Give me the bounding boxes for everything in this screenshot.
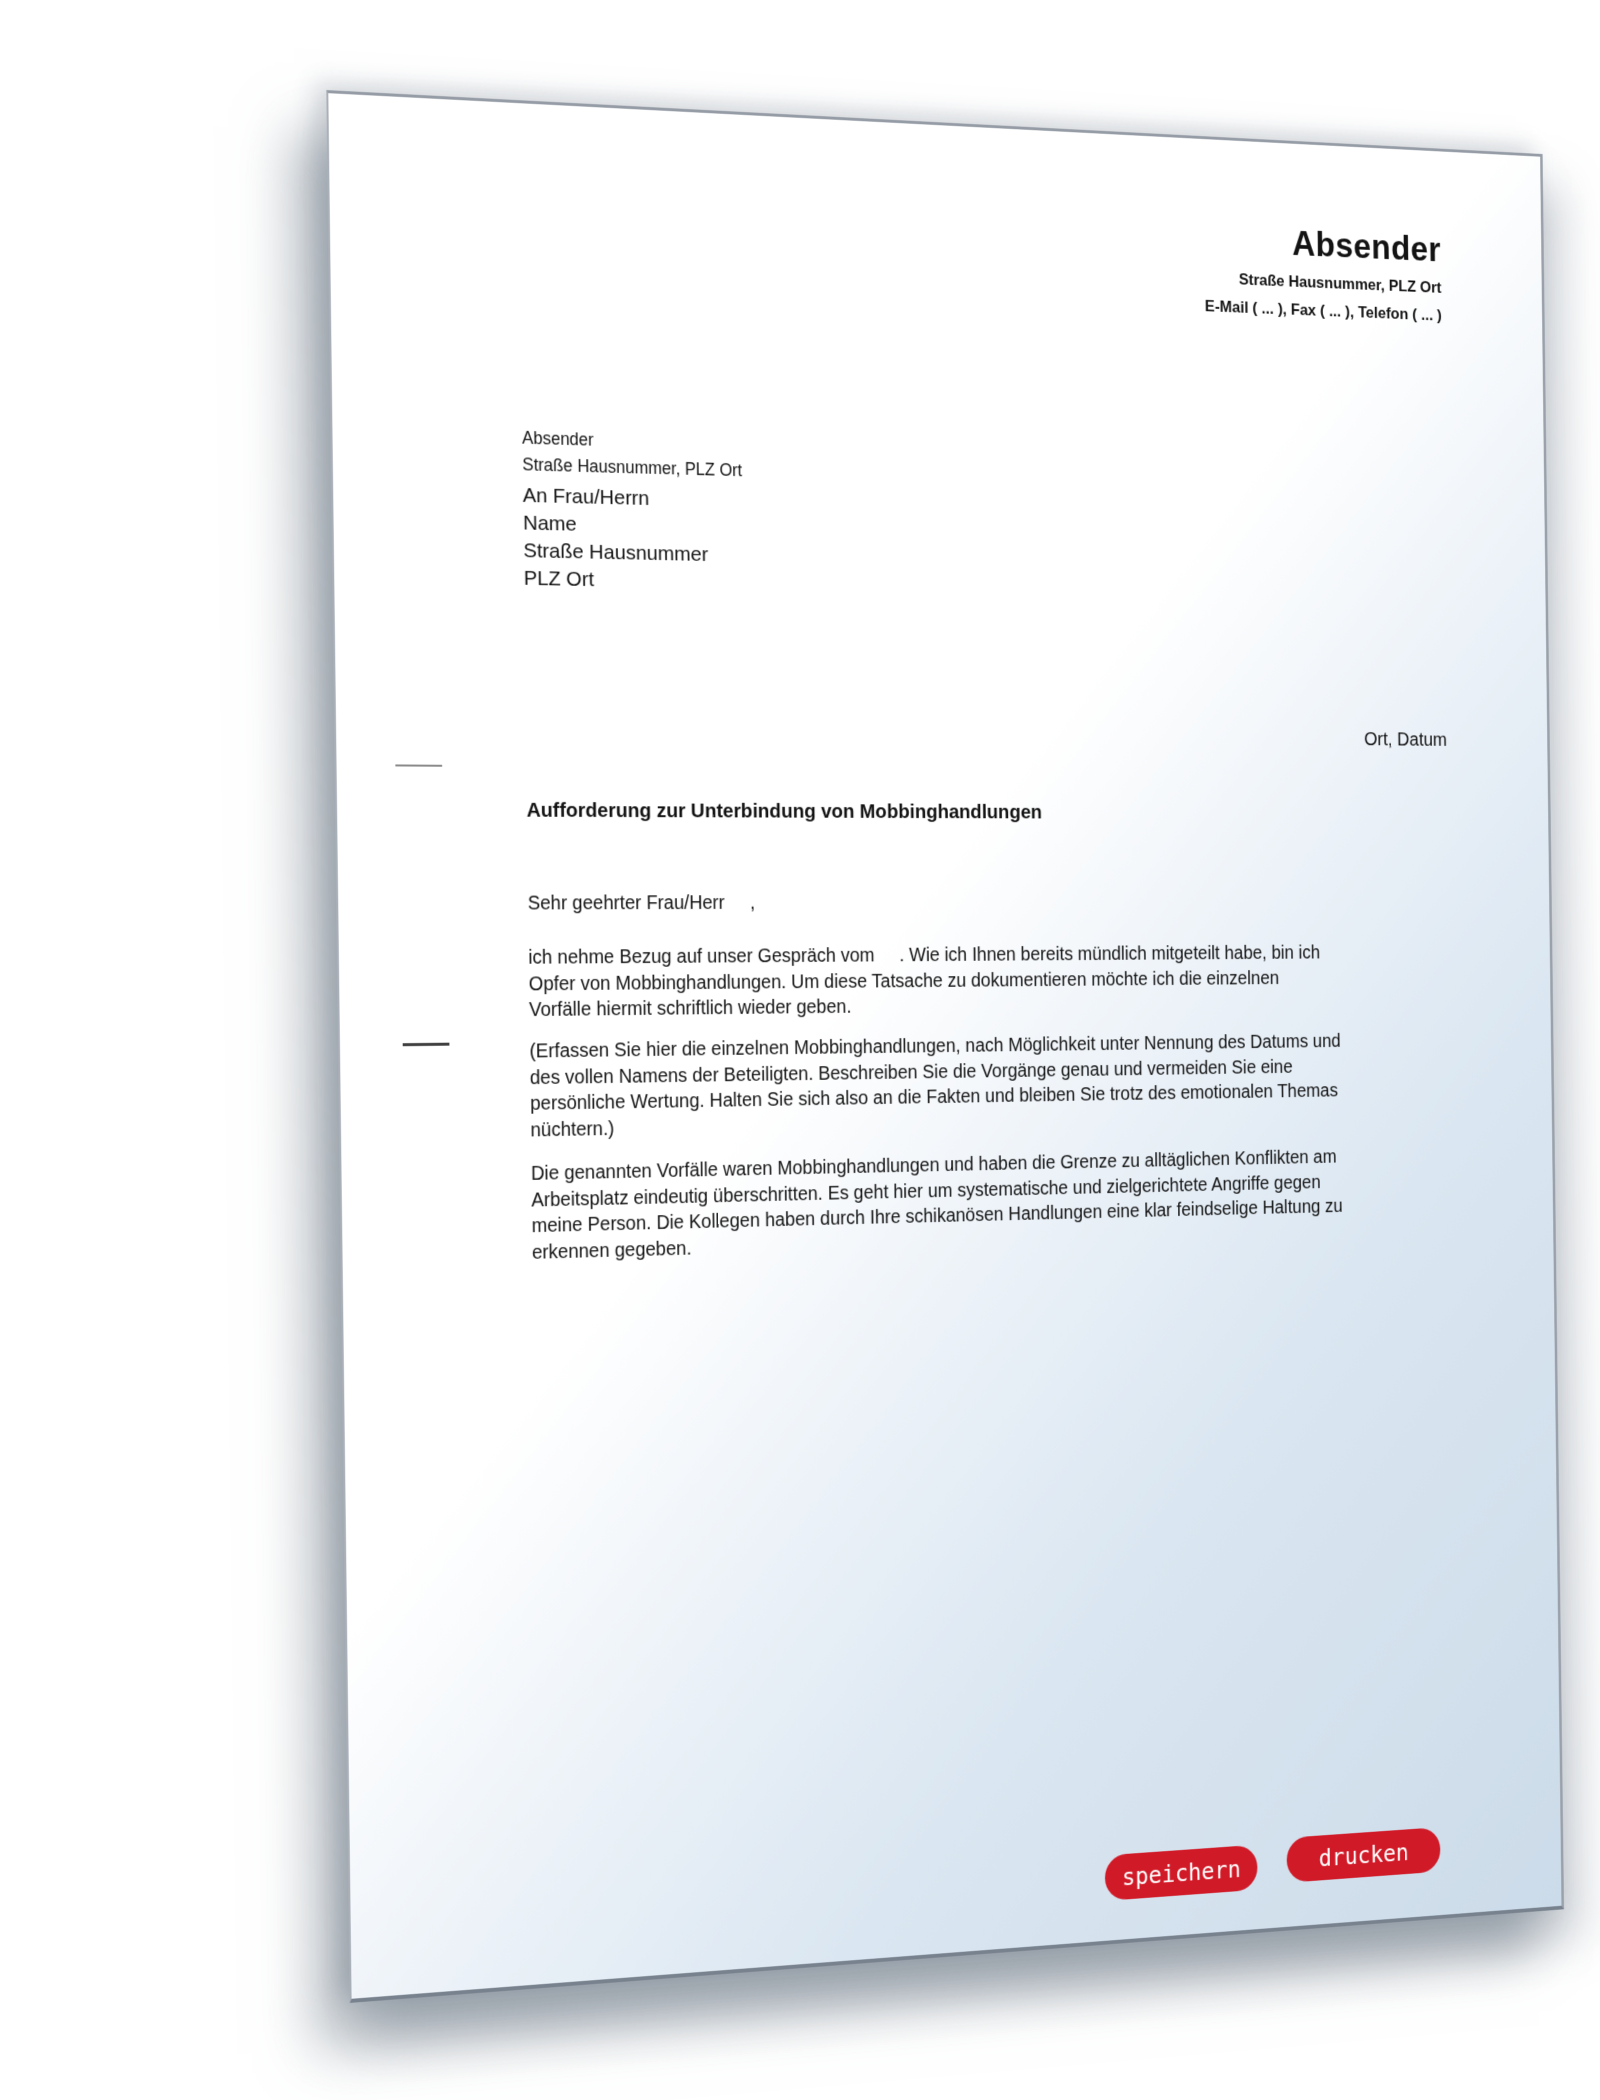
sender-contact-line: E-Mail ( ... ), Fax ( ... ), Telefon ( ... ) <box>1204 297 1442 325</box>
print-button[interactable]: drucken <box>1286 1827 1440 1883</box>
recipient-address: An Frau/Herrn Name Straße Hausnummer PLZ Ort <box>522 484 709 592</box>
sender-address-line: Straße Hausnummer, PLZ Ort <box>1238 270 1442 297</box>
paragraph-reference: ich nehme Bezug auf unser Gespräch vom . Wie ich Ihnen bereits mündlich mitgeteilt habe, bin ich Opfer von Mobbinghandlungen. Um diese Tatsache zu dokumentieren möchte ich die einzelnen Vorfälle hiermit schriftlich wieder geben. <box>528 942 1321 1021</box>
sender-header-block <box>1204 220 1442 330</box>
fold-mark-top <box>395 764 442 766</box>
fold-mark-middle <box>403 1043 450 1047</box>
paragraph-instructions: (Erfassen Sie hier die einzelnen Mobbinghandlungen, nach Möglichkeit unter Nennung des Datums und des vollen Namens der Beteiligten. Beschreiben Sie die Vorgänge genau und vermeiden Sie eine persönliche Wertung. Halten Sie sich also an die Fakten und bleiben Sie trotz des emotionalen Themas nüchtern.) <box>529 1030 1341 1141</box>
sender-name: Absender <box>1292 223 1442 269</box>
salutation: Sehr geehrter Frau/Herr , <box>527 892 756 915</box>
sender-reference-line: Absender Straße Hausnummer, PLZ Ort <box>521 427 743 481</box>
save-button[interactable]: speichern <box>1105 1845 1258 1901</box>
paragraph-assessment: Die genannten Vorfälle waren Mobbinghandlungen und haben die Grenze zu alltäglichen Konflikten am Arbeitsplatz eindeutig überschritten. Es geht hier um systematische und zielgerichtete Angriffe gegen meine Person. Die Kollegen haben durch Ihre schikanösen Handlungen eine klar feindselige Haltung zu erkennen gegeben. <box>530 1146 1343 1264</box>
letter-page <box>326 90 1564 2003</box>
place-and-date: Ort, Datum <box>1364 729 1448 751</box>
subject-line: Aufforderung zur Unterbindung von Mobbinghandlungen <box>526 798 1043 824</box>
